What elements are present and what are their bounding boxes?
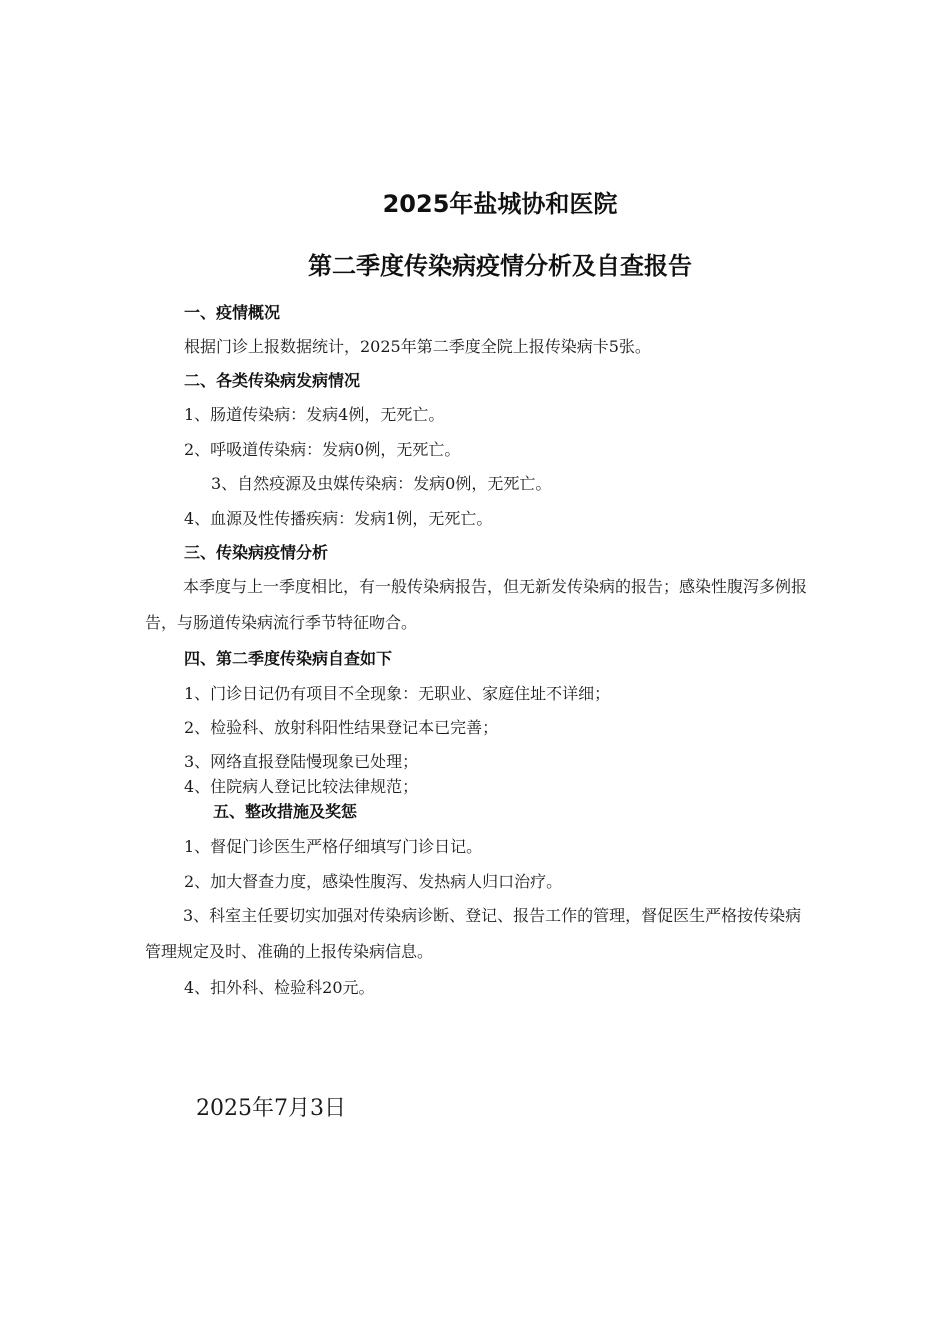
section-heading-incidence: 二、各类传染病发病情况 <box>184 371 361 390</box>
incidence-item: 4、血源及性传播疾病：发病1例，无死亡。 <box>184 509 493 528</box>
self-inspection-item: 2、检验科、放射科阳性结果登记本已完善； <box>184 718 499 737</box>
incidence-item: 1、肠道传染病：发病4例，无死亡。 <box>184 405 445 424</box>
self-inspection-item: 4、住院病人登记比较法律规范； <box>184 777 419 796</box>
document-title-hospital: 2025年盐城协和医院 <box>382 190 618 218</box>
rectification-item: 2、加大督查力度，感染性腹泻、发热病人归口治疗。 <box>184 872 563 891</box>
section-heading-overview: 一、疫情概况 <box>184 303 281 322</box>
rectification-item-paragraph: 3、科室主任要切实加强对传染病诊断、登记、报告工作的管理，督促医生严格按传染病管理规定及时、准确的上报传染病信息。 <box>145 906 802 961</box>
section-heading-rectification: 五、整改措施及奖惩 <box>213 802 358 821</box>
document-title-report: 第二季度传染病疫情分析及自查报告 <box>308 252 692 280</box>
self-inspection-item: 3、网络直报登陆慢现象已处理； <box>184 752 419 771</box>
rectification-item: 1、督促门诊医生严格仔细填写门诊日记。 <box>184 837 483 856</box>
report-date: 2025年7月3日 <box>196 1096 346 1121</box>
incidence-item: 2、呼吸道传染病：发病0例，无死亡。 <box>184 440 461 459</box>
section-heading-self-inspection: 四、第二季度传染病自查如下 <box>184 649 393 668</box>
analysis-paragraph: 本季度与上一季度相比，有一般传染病报告，但无新发传染病的报告；感染性腹泻多例报告，与肠道传染病流行季节特征吻合。 <box>145 577 808 632</box>
rectification-item: 4、扣外科、检验科20元。 <box>184 978 375 997</box>
section-heading-analysis: 三、传染病疫情分析 <box>184 543 329 562</box>
self-inspection-item: 1、门诊日记仍有项目不全现象：无职业、家庭住址不详细； <box>184 684 611 703</box>
overview-text: 根据门诊上报数据统计，2025年第二季度全院上报传染病卡5张。 <box>184 337 651 356</box>
incidence-item: 3、自然疫源及虫媒传染病：发病0例，无死亡。 <box>211 474 552 493</box>
